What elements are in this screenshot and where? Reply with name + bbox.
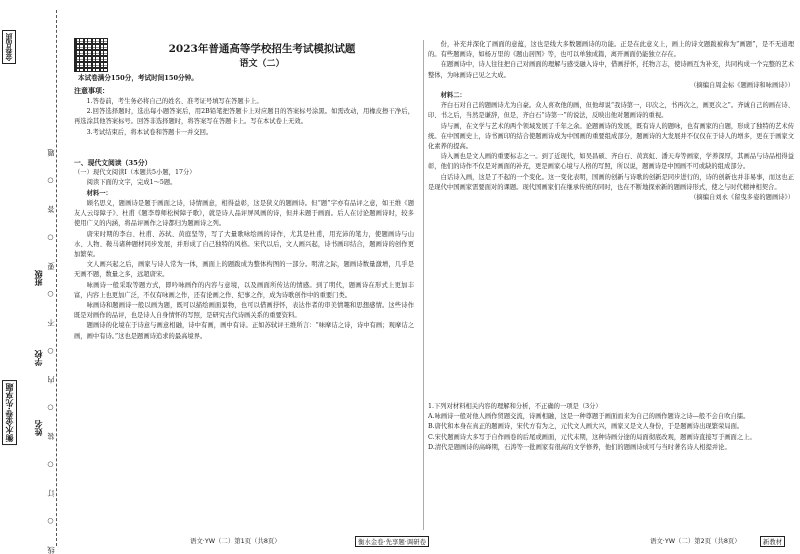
exam-title: 2023年普通高等学校招生考试模拟试题: [168, 43, 356, 55]
paragraph: 题画诗的化境在于诗意与画意相融，诗中有画，画中有诗。正如苏轼评王维所言：“味摩诘之诗，诗中有画；观摩诘之画，画中有诗。”这也是题画诗追求的最高境界。: [74, 322, 414, 340]
notice-item: 3.考试结束后，将本试卷和答题卡一并交回。: [86, 128, 213, 136]
binding-dash-line: [56, 10, 57, 546]
subject-title: 语文（二）: [239, 59, 285, 69]
option-b: B.唐代和本身在真正的题画诗，宋代方有为之，元代文人画大兴，画家又是文人身份，于是题画诗出现繁荣局面。: [428, 423, 744, 431]
section-heading: 一、现代文阅读（35分）: [74, 159, 152, 167]
new-textbook-badge: 新教材: [760, 536, 785, 547]
section-one: [74, 158, 414, 199]
material-one-body: [74, 199, 414, 529]
paragraph: 唐宋时期的李白、杜甫、苏轼、黄庭坚等，写了大量歌咏绘画的诗作，尤其是杜甫，用充沛的笔力，使题画诗与山水、人物、鞍马诸种题材同步发展，并形成了自己独特的风格。宋代以后，文人画兴起，诗书画印结合，题画诗的创作更加繁荣。: [74, 230, 414, 259]
paragraph: 诗入画也是文人画的重要标志之一。到了近现代，如吴昌硕、齐白石、黄宾虹、潘天寿等画家，学养深厚，其画品与诗品相得益彰，他们的诗作不仅是对画面的补充，更是画家心境与人格的写照，所以说，题画诗是中国画不可或缺的组成部分。: [428, 153, 794, 171]
page-one: [72, 0, 418, 554]
reading-instruction: 阅读下面的文字，完成1～5题。: [86, 179, 177, 187]
notice-list: [74, 97, 414, 138]
subsection-heading: （一）现代文阅读Ⅰ（本题共5小题，17分）: [74, 169, 196, 177]
school-field-label: 学校: [34, 350, 43, 366]
series-vertical-label: 衡水金卷·先享题: [2, 380, 17, 445]
paragraph: 文人画兴起之后，画家与诗人常为一体，画面上的题跋成为整体构图的一部分。明清之际，题画诗数量激增，几乎是无画不题，数量之多，远超唐宋。: [74, 261, 414, 279]
page-divider: [423, 40, 424, 530]
question-one: [428, 402, 794, 453]
paragraph: 份，补充并深化了画面的意蕴，这也是线大多数题画诗的功能。正是在此意义上，画上的诗文题跋被称为“画题”，是不无道理的。有些题画诗，如杨万里的《题山居图》等，也可以单独成篇，离开画面仍能独立存在。: [428, 41, 794, 59]
page-one-footer: 语文·YW（二）第1页（共8页）: [190, 537, 281, 545]
page-two: [428, 0, 794, 554]
quality-vertical-label: 金卷品质: [2, 30, 16, 64]
qr-code-icon: [74, 38, 108, 72]
paragraph: 白话诗入画，这是了不起的一个变化。这一变化表明，国画的创新与诗歌的创新是同步进行的，诗的创新也并非易事，而这也正是现代中国画家需要面对的课题。现代国画家们在继承传统的同时，也在不断地探索新的题画诗形式，使之与时代精神相契合。: [428, 173, 794, 191]
sealing-line-text: 线 ○ 订 ○ 装 ○ 内 ○ 不 ○ 要 ○ 答 ○ 题: [46, 140, 55, 554]
option-d: D.清代是题画诗的高峰期，石涛等一批画家有很高的文学修养，他们的题画诗成可与当时著名诗人相提并论。: [428, 443, 731, 451]
option-a: A.咏画诗一般对他人画作贸题交流，诗画相融，这是一种尊题于画面而来为自己的画作题诗之诗—般不会自吹自擂。: [428, 413, 750, 421]
material-label: 材料一：: [86, 189, 112, 197]
question-stem: 1.下列对材料相关内容的理解和分析，不正确的一项是（3分）: [428, 403, 602, 410]
paragraph: 诗与画，在文学与艺术的两个领域发展了千年之余。论题画诗的发展，既有诗人的题咏，也有画家的自题，形成了独特的艺术传统。在中国画史上，诗书画印的结合使题画诗成为中国画的重要组成部分，题画诗的大发展并不仅仅在于诗人的增多，更在于画家文化素养的提高。: [428, 122, 794, 151]
citation: （摘编自刘永《留曳多姿的题画诗》）: [690, 194, 794, 202]
notice-heading: 注意事项：: [74, 86, 109, 95]
page-two-footer: 语文·YW（二）第2页（共8页）: [650, 537, 741, 545]
binding-strip: [0, 0, 70, 554]
paragraph: 咏画诗和题画诗一般以画为题，既可以描绘画面景物，也可以借画抒怀，表达作者的审美情趣和思想感情。这些诗作既是对画作的品评，也是诗人自身情怀的写照，是研究古代诗画关系的重要资料。: [74, 302, 414, 320]
exam-meta: 本试卷满分150分，考试时间150分钟。: [78, 74, 198, 82]
page-two-body: [428, 40, 794, 203]
footer-brand: 衡水金卷·先享题·调研卷: [355, 536, 429, 547]
paragraph: 顾名思义，题画诗是题于画面之诗，诗情画意，相得益彰，这是狭义的题画诗。但“题”字亦有品评之意，如王维《题友人云母障子》、杜甫《题李尊师松树障子歌》，就是诗人品评屏风画的诗，但并未题于画面。后人在讨论题画诗时，较多使用广义的内涵，将品评画作之诗都归为题画诗之列。: [74, 200, 414, 228]
notice-item: 1.答卷前，考生务必将自己的姓名、准考证号填写在答题卡上。: [86, 98, 263, 105]
paragraph: 在题画诗中，诗人往往把自己对画面的理解与感受融入诗中，借画抒怀，托物言志，使诗画互为补充，共同构成一个完整的艺术整体，为咏画诗已见之大成。: [428, 61, 794, 79]
citation: （摘编自周金标《题画诗和咏画诗》）: [690, 81, 794, 89]
material-label: 材料二：: [440, 92, 466, 100]
paragraph: 咏画诗一般采取等题方式，即吟咏画作的内容与意境，以及画面所传达的情感。到了明代，题画诗在形式上更加丰富，内容上也更加广泛，不仅有咏画之作，还有论画之作、纪事之作，成为诗歌创作中的重要门类。: [74, 281, 414, 299]
class-field-label: 班级: [34, 270, 43, 286]
notice-item: 2.回答选择题时，选出每小题答案后，用2B铅笔把答题卡上对应题目的答案标号涂黑。如需改动，用橡皮擦干净后，再选涂其他答案标号。回答非选择题时，将答案写在答题卡上。写在本试卷上无效。: [74, 108, 414, 126]
paragraph: 齐白石对自己的题画诗尤为自豪。众人喜欢他的画，但他却说“我诗第一，印次之，书再次之，画更次之”。齐诚自己的画在诗、印、书之后，当然是谦辞，但是，齐白石“诗第一”的说法，反映出他对题画诗的重视。: [428, 102, 794, 120]
option-c: C.宋代题画诗大多写于自作画卷的后尾或画面，元代末期，这种诗画分途的局面彻底改观，题画诗直接写于画面之上。: [428, 433, 756, 441]
name-field-label: 姓名: [34, 420, 43, 436]
